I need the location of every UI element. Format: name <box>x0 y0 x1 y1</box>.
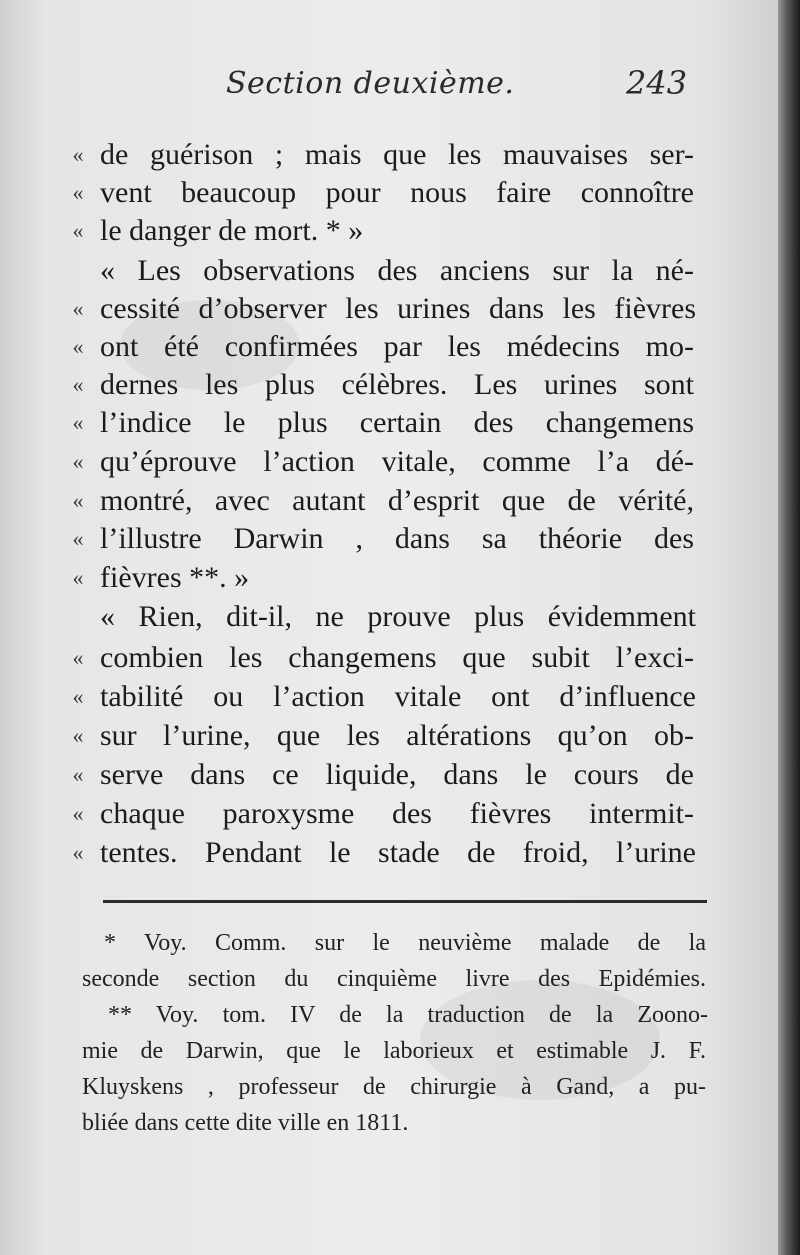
line-text: dernes les plus célèbres. Les urines sont <box>100 368 694 401</box>
footnote-line: seconde section du cinquième livre des Epidémies. <box>82 966 706 992</box>
quote-mark: « <box>72 410 84 435</box>
quote-mark: « <box>72 218 84 243</box>
line-text: tabilité ou l’action vitale ont d’influence <box>100 680 696 713</box>
line-text: cessité d’observer les urines dans les fièvres <box>100 292 696 325</box>
footnote-line: bliée dans cette dite ville en 1811. <box>82 1110 409 1136</box>
quote-mark: « <box>72 142 84 167</box>
quote-mark: « <box>72 684 84 709</box>
footnote-rule <box>103 900 707 903</box>
quote-mark: « <box>72 372 84 397</box>
line-text: l’illustre Darwin , dans sa théorie des <box>100 522 694 555</box>
quote-mark: « <box>72 762 84 787</box>
quote-mark: « <box>72 526 84 551</box>
line-text: chaque paroxysme des fièvres intermit- <box>100 797 694 830</box>
quote-mark: « <box>72 296 84 321</box>
line-text: combien les changemens que subit l’exci- <box>100 641 694 674</box>
quote-mark: « <box>72 565 84 590</box>
quote-mark: « <box>72 645 84 670</box>
running-title: Section deuxième. <box>226 66 515 101</box>
footnote-line: * Voy. Comm. sur le neuvième malade de la <box>104 930 706 956</box>
line-text: tentes. Pendant le stade de froid, l’urine <box>100 836 696 869</box>
line-text: sur l’urine, que les altérations qu’on ob- <box>100 719 694 752</box>
line-text: vent beaucoup pour nous faire connoître <box>100 176 694 209</box>
page-number: 243 <box>626 64 688 102</box>
footnote-line: ** Voy. tom. IV de la traduction de la Zoono- <box>108 1002 708 1028</box>
quote-mark: « <box>72 449 84 474</box>
line-text: de guérison ; mais que les mauvaises ser- <box>100 138 694 171</box>
quote-mark: « <box>72 180 84 205</box>
quote-mark: « <box>72 801 84 826</box>
footnote-line: Kluyskens , professeur de chirurgie à Gand, a pu- <box>82 1074 706 1100</box>
footnote-line: mie de Darwin, que le laborieux et estimable J. F. <box>82 1038 706 1064</box>
line-text: montré, avec autant d’esprit que de vérité, <box>100 484 694 517</box>
page-edge-shadow <box>778 0 800 1255</box>
line-text: ont été confirmées par les médecins mo- <box>100 330 694 363</box>
line-text: fièvres **. » <box>100 561 250 594</box>
line-text: le danger de mort. * » <box>100 214 364 247</box>
quote-mark: « <box>72 840 84 865</box>
line-text: « Rien, dit-il, ne prouve plus évidemment <box>100 600 696 633</box>
line-text: l’indice le plus certain des changemens <box>100 406 694 439</box>
quote-mark: « <box>72 488 84 513</box>
quote-mark: « <box>72 723 84 748</box>
line-text: serve dans ce liquide, dans le cours de <box>100 758 694 791</box>
quote-mark: « <box>72 334 84 359</box>
line-text: qu’éprouve l’action vitale, comme l’a dé- <box>100 445 694 478</box>
line-text: « Les observations des anciens sur la né- <box>100 254 694 287</box>
